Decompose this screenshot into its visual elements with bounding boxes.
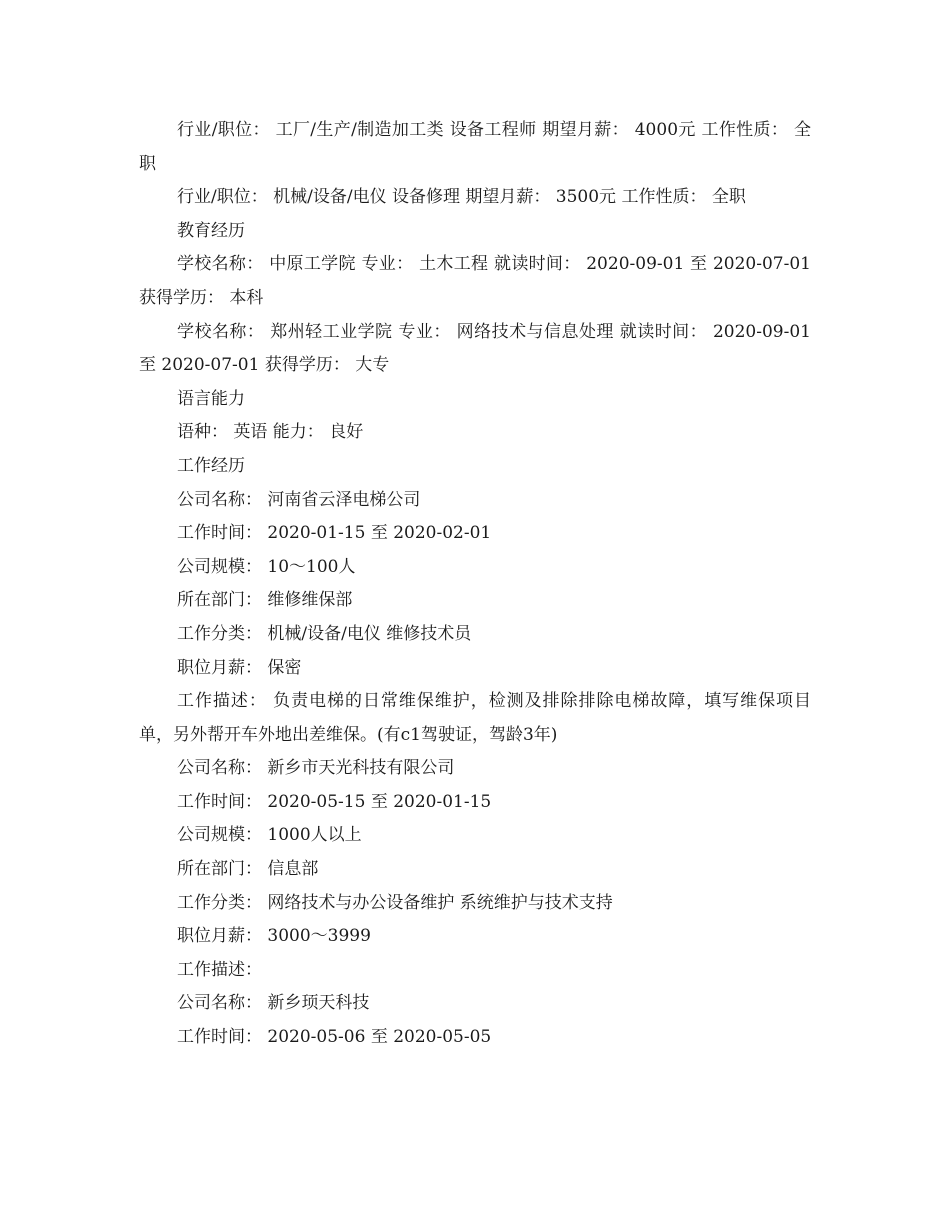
job-intention-line: 行业/职位： 机械/设备/电仪 设备修理 期望月薪： 3500元 工作性质： 全职 xyxy=(177,187,746,208)
work-company-name: 公司名称： 新乡顼天科技 xyxy=(177,993,370,1014)
work-department: 所在部门： 维修维保部 xyxy=(177,590,353,611)
resume-content xyxy=(139,114,811,1055)
work-category: 工作分类： 机械/设备/电仪 维修技术员 xyxy=(177,623,472,644)
education-entry: 学校名称： 郑州轻工业学院 专业： 网络技术与信息处理 就读时间： 2020-09-01 至 2020-07-01 获得学历： 大专 xyxy=(139,321,811,376)
work-salary: 职位月薪： 3000～3999 xyxy=(177,926,371,947)
section-heading-work: 工作经历 xyxy=(177,455,245,476)
education-entry: 学校名称： 中原工学院 专业： 土木工程 就读时间： 2020-09-01 至 2020-07-01 获得学历： 本科 xyxy=(139,254,811,308)
work-company-name: 公司名称： 河南省云泽电梯公司 xyxy=(177,489,421,510)
work-description: 工作描述： xyxy=(177,959,262,980)
work-company-size: 公司规模： 10～100人 xyxy=(177,556,356,577)
section-heading-education: 教育经历 xyxy=(177,220,245,241)
work-company-name: 公司名称： 新乡市天光科技有限公司 xyxy=(177,758,455,779)
work-time: 工作时间： 2020-05-06 至 2020-05-05 xyxy=(177,1027,492,1048)
work-department: 所在部门： 信息部 xyxy=(177,859,319,880)
job-intention-line: 行业/职位： 工厂/生产/制造加工类 设备工程师 期望月薪： 4000元 工作性质： 全职 xyxy=(139,120,811,174)
work-company-size: 公司规模： 1000人以上 xyxy=(177,825,362,846)
work-time: 工作时间： 2020-01-15 至 2020-02-01 xyxy=(177,523,492,544)
work-salary: 职位月薪： 保密 xyxy=(177,657,302,678)
language-entry: 语种： 英语 能力： 良好 xyxy=(177,422,364,443)
work-time: 工作时间： 2020-05-15 至 2020-01-15 xyxy=(177,791,492,812)
work-description: 工作描述： 负责电梯的日常维保维护，检测及排除排除电梯故障，填写维保项目单，另外帮开车外地出差维保。(有c1驾驶证，驾龄3年) xyxy=(139,691,811,745)
work-category: 工作分类： 网络技术与办公设备维护 系统维护与技术支持 xyxy=(177,892,613,913)
section-heading-language: 语言能力 xyxy=(177,388,245,409)
